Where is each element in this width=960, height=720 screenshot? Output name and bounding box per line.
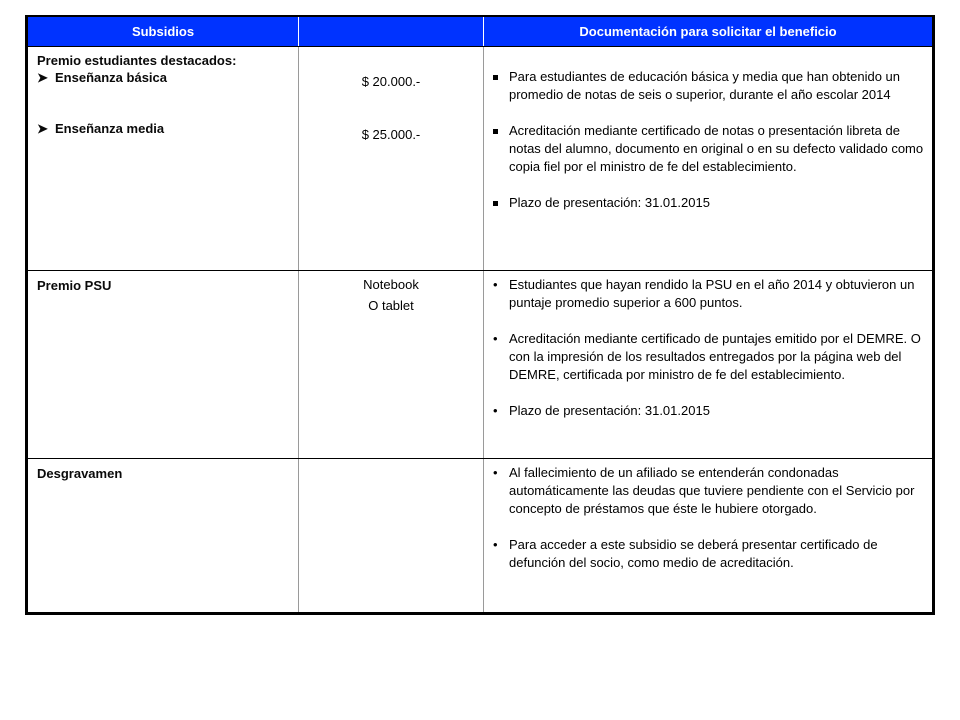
header-amount: [299, 17, 483, 46]
list-item: [491, 276, 931, 312]
list-item: [491, 402, 931, 420]
docs-premio-estudiantes: [491, 68, 931, 230]
list-item: [491, 68, 931, 104]
bullet-text: Para acceder a este subsidio se deberá presentar certificado de defunción del socio, como medio de acreditación.: [509, 537, 878, 570]
row-title: Premio PSU: [37, 278, 112, 293]
bullet-icon: •: [493, 403, 498, 418]
header-subsidios: [28, 17, 298, 46]
bullet-text: Estudiantes que hayan rendido la PSU en el año 2014 y obtuvieron un puntaje promedio superior a 600 puntos.: [509, 277, 915, 310]
bullet-text: Plazo de presentación: 31.01.2015: [509, 403, 710, 418]
row-premio-estudiantes: [37, 53, 236, 137]
list-item: [491, 194, 931, 212]
docs-premio-psu: [491, 276, 931, 438]
arrow-icon: ➤: [37, 121, 48, 136]
subitem-label: Enseñanza media: [55, 121, 165, 136]
header-documentacion: [484, 17, 932, 46]
header-documentacion-label: Documentación para solicitar el beneficio: [579, 24, 837, 39]
list-item: [491, 330, 931, 384]
list-item: [491, 464, 931, 518]
subitem-label: Enseñanza básica: [55, 70, 167, 85]
header-subsidios-label: Subsidios: [131, 24, 195, 39]
list-item: [491, 536, 931, 572]
docs-desgravamen: [491, 464, 931, 590]
amount-notebook: Notebook: [363, 277, 419, 292]
square-bullet-icon: [493, 129, 498, 134]
row-divider: [28, 46, 932, 47]
row-divider: [28, 458, 932, 459]
bullet-icon: •: [493, 277, 498, 292]
subitem-media: [37, 121, 236, 137]
bullet-text: Plazo de presentación: 31.01.2015: [509, 195, 710, 210]
column-divider: [483, 46, 484, 612]
bullet-text: Para estudiantes de educación básica y media que han obtenido un promedio de notas de seis o superior, durante el año escolar 2014: [509, 69, 901, 102]
bullet-icon: •: [493, 465, 498, 480]
subitem-basica: [37, 70, 236, 86]
arrow-icon: ➤: [37, 70, 48, 85]
square-bullet-icon: [493, 201, 498, 206]
row-title: Desgravamen: [37, 466, 123, 481]
bullet-icon: •: [493, 537, 498, 552]
bullet-text: Al fallecimiento de un afiliado se entenderán condonadas automáticamente las deudas que tuviere pendiente con el Servicio por concepto de préstamos que éste le hubiere otorgado.: [509, 465, 915, 516]
square-bullet-icon: [493, 75, 498, 80]
column-divider: [298, 46, 299, 612]
row-premio-psu: [37, 278, 111, 293]
bullet-text: Acreditación mediante certificado de puntajes emitido por el DEMRE. O con la impresión de los resultados entregados por la página web del DEMRE, certificada por ministro de fe del establecimiento.: [509, 331, 921, 382]
amount-tablet: O tablet: [368, 298, 414, 313]
bullet-text: Acreditación mediante certificado de notas o presentación libreta de notas del alumno, documento en original o en su defecto validado como copia fiel por el ministro de fe del establecimiento.: [509, 123, 924, 174]
row-divider: [28, 270, 932, 271]
list-item: [491, 122, 931, 176]
benefits-table: [25, 15, 935, 615]
amount-basica: $ 20.000.-: [361, 74, 421, 89]
bullet-icon: •: [493, 331, 498, 346]
amount-media: $ 25.000.-: [361, 127, 421, 142]
row-title: Premio estudiantes destacados:: [37, 53, 237, 68]
row-desgravamen: [37, 466, 122, 481]
